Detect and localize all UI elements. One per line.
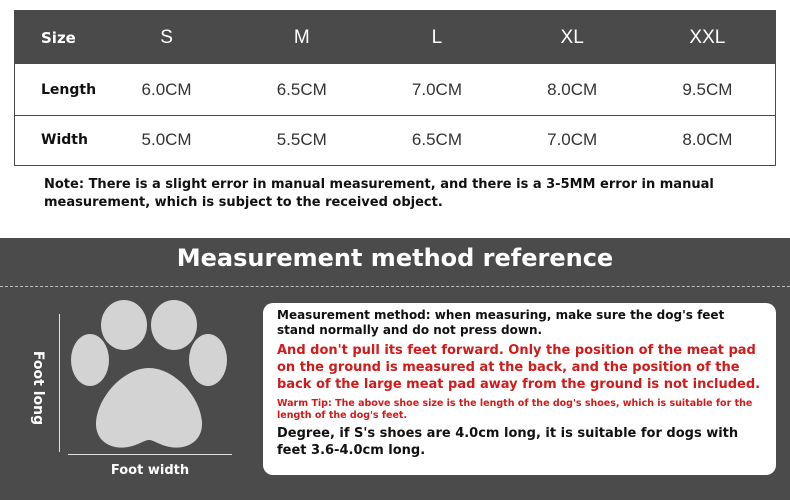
foot-width-line: [68, 454, 232, 455]
foot-long-line: [59, 314, 60, 452]
size-xxl: XXL: [689, 26, 726, 48]
size-s: S: [160, 26, 173, 48]
width-m: 5.5CM: [276, 130, 327, 149]
warning-text: And don't pull its feet forward. Only the position of the meat pad on the ground is measured at the back, and the position of the back of the large meat pad away from the ground is not included.: [277, 343, 761, 392]
length-m: 6.5CM: [276, 79, 327, 99]
instruction-text: Measurement method: when measuring, make sure the dog's feet stand normally and do not press down.: [277, 308, 725, 337]
width-xl: 7.0CM: [547, 130, 598, 149]
dashed-divider: [0, 286, 790, 287]
length-row: [15, 64, 775, 116]
width-s: 5.0CM: [141, 130, 192, 149]
example-text: Degree, if S's shoes are 4.0cm long, it is suitable for dogs with feet 3.6-4.0cm long.: [277, 426, 739, 458]
length-label: Length: [41, 81, 97, 98]
warm-tip-text: Warm Tip: The above shoe size is the length of the dog's shoes, which is suitable for the length of the dog's feet.: [277, 398, 753, 421]
length-xxl: 9.5CM: [682, 79, 733, 99]
foot-long-label-wrap: [18, 350, 58, 426]
measurement-note: Note: There is a slight error in manual measurement, and there is a 3-5MM error in manual measurement, which is subject to the received object.: [44, 177, 714, 210]
size-table: [14, 10, 776, 166]
measurement-method-section: [0, 238, 790, 500]
width-row: [15, 115, 775, 165]
size-xl: XL: [560, 26, 584, 48]
size-table-header: [15, 11, 775, 64]
length-s: 6.0CM: [141, 79, 192, 99]
length-l: 7.0CM: [411, 79, 462, 99]
width-l: 6.5CM: [411, 130, 462, 149]
size-header-label: Size: [41, 28, 76, 47]
length-xl: 8.0CM: [547, 79, 598, 99]
paw-icon: [66, 300, 232, 452]
foot-long-label: Foot long: [30, 350, 46, 426]
section-title: Measurement method reference: [176, 244, 614, 272]
size-l: L: [431, 26, 443, 48]
instruction-box: [263, 303, 776, 475]
width-label: Width: [41, 132, 88, 148]
width-xxl: 8.0CM: [682, 130, 733, 149]
size-m: M: [293, 26, 310, 48]
foot-width-label: Foot width: [110, 463, 190, 478]
